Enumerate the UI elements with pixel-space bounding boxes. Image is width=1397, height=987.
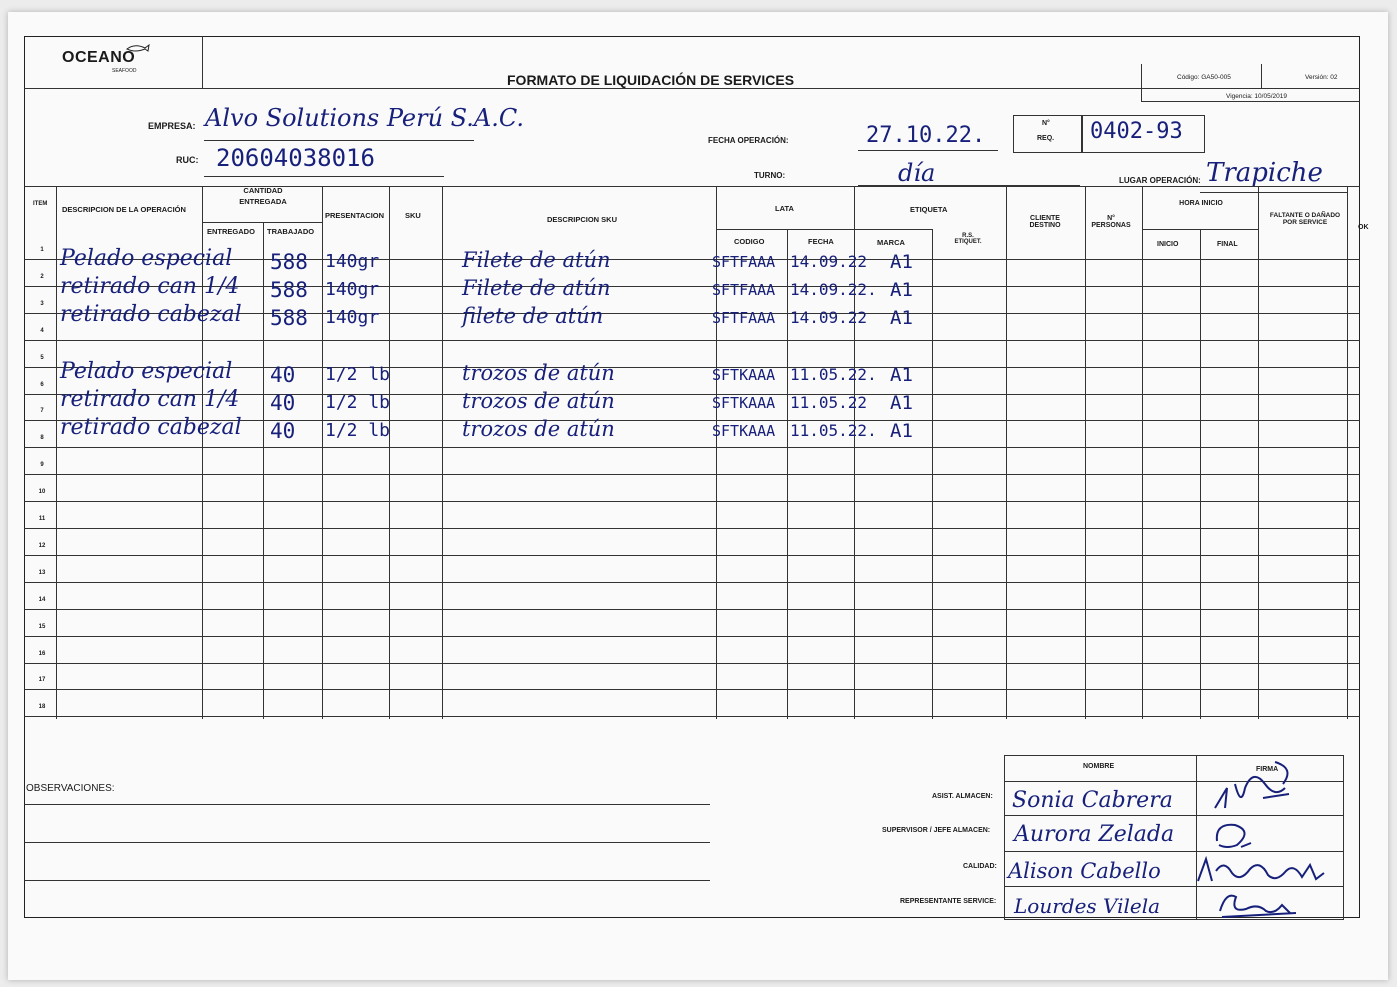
- row-number: 7: [40, 408, 44, 414]
- grid-line: [263, 222, 264, 719]
- row-descripcion-sku: Filete de atún: [462, 248, 611, 272]
- nombre-header: NOMBRE: [1083, 763, 1115, 770]
- logo-subtext: SEAFOOD: [112, 68, 137, 74]
- ruc-value: 20604038016: [216, 144, 375, 172]
- representante-name: Lourdes Vilela: [1014, 894, 1161, 918]
- empresa-value: Alvo Solutions Perú S.A.C.: [205, 104, 524, 132]
- row-number: 2: [40, 274, 44, 280]
- row-line: [24, 340, 1360, 341]
- row-number: 15: [38, 624, 46, 630]
- col-cantidad: CANTIDAD ENTREGADA: [239, 186, 287, 206]
- row-line: [24, 528, 1360, 529]
- row-number: 3: [40, 301, 44, 307]
- row-fecha: 11.05.22.: [790, 365, 877, 384]
- row-number: 18: [38, 704, 46, 710]
- logo-text: OCEANO: [62, 49, 136, 66]
- row-descripcion-sku: filete de atún: [462, 304, 604, 328]
- underline: [204, 176, 444, 177]
- table-top-line: [24, 186, 1360, 187]
- col-descripcion-sku: DESCRIPCION SKU: [547, 215, 618, 224]
- row-descripcion-sku: trozos de atún: [462, 417, 615, 441]
- row-marca: A1: [890, 251, 913, 273]
- row-descripcion-sku: trozos de atún: [462, 361, 615, 385]
- row-descripcion-sku: trozos de atún: [462, 389, 615, 413]
- row-number: 11: [38, 516, 46, 522]
- asist-name: Sonia Cabrera: [1012, 788, 1173, 813]
- row-marca: A1: [890, 420, 913, 442]
- grid-line: [1004, 851, 1344, 852]
- fecha-operacion-value: 27.10.22.: [866, 123, 986, 148]
- observaciones-label: OBSERVACIONES:: [26, 783, 115, 794]
- row-entregado: 40: [270, 391, 296, 415]
- row-presentacion: 1/2 lb: [325, 392, 391, 413]
- divider: [202, 222, 322, 223]
- row-descripcion: Pelado especial: [60, 359, 233, 384]
- row-descripcion: Pelado especial: [60, 246, 233, 271]
- divider: [24, 88, 1360, 89]
- col-codigo: CODIGO: [734, 237, 765, 246]
- form-title: FORMATO DE LIQUIDACIÓN DE SERVICES: [507, 72, 795, 88]
- calidad-name: Alison Cabello: [1008, 859, 1161, 883]
- obs-line: [24, 880, 710, 881]
- row-number: 12: [38, 543, 46, 549]
- row-number: 17: [38, 677, 46, 683]
- underline: [1200, 192, 1348, 193]
- representante-label: REPRESENTANTE SERVICE:: [900, 898, 997, 905]
- form-version: Versión: 02: [1305, 74, 1338, 81]
- obs-line: [24, 804, 710, 805]
- fecha-operacion-label: FECHA OPERACIÓN:: [708, 136, 789, 145]
- row-line: [24, 582, 1360, 583]
- row-codigo: SFTFAAA: [712, 281, 776, 299]
- row-number: 8: [40, 435, 44, 441]
- signature-representante-icon: [1210, 887, 1310, 921]
- row-line: [24, 663, 1360, 664]
- firma-header: FIRMA: [1256, 766, 1279, 773]
- row-fecha: 11.05.22.: [790, 421, 877, 440]
- col-n-personas: N° PERSONAS: [1091, 215, 1131, 229]
- divider: [716, 229, 932, 230]
- ruc-label: RUC:: [176, 155, 199, 165]
- row-fecha: 14.09.22: [790, 308, 868, 327]
- signature-calidad-icon: [1190, 853, 1330, 887]
- row-entregado: 588: [270, 278, 308, 302]
- signature-supervisor-icon: [1205, 817, 1265, 851]
- col-trabajado: TRABAJADO: [267, 227, 315, 236]
- supervisor-label: SUPERVISOR / JEFE ALMACEN:: [882, 827, 991, 834]
- divider: [202, 36, 203, 88]
- grid-line: [1196, 755, 1197, 920]
- col-faltante: FALTANTE O DAÑADO POR SERVICE: [1269, 212, 1341, 226]
- row-entregado: 588: [270, 306, 308, 330]
- col-inicio: INICIO: [1157, 241, 1179, 248]
- empresa-label: EMPRESA:: [148, 121, 196, 131]
- col-fecha: FECHA: [808, 237, 834, 246]
- underline: [204, 140, 474, 141]
- row-codigo: SFTKAAA: [712, 394, 776, 412]
- col-ok: OK: [1358, 224, 1369, 231]
- row-codigo: SFTKAAA: [712, 422, 776, 440]
- row-codigo: SFTFAAA: [712, 309, 776, 327]
- row-line: [24, 447, 1360, 448]
- row-entregado: 40: [270, 419, 296, 443]
- col-item: ITEM: [33, 201, 48, 207]
- row-marca: A1: [890, 364, 913, 386]
- row-descripcion: retirado cabezal: [60, 415, 242, 440]
- asist-label: ASIST. ALMACEN:: [932, 793, 993, 800]
- signature-asist-icon: [1205, 758, 1295, 818]
- row-line: [24, 555, 1360, 556]
- row-presentacion: 140gr: [325, 279, 380, 300]
- row-entregado: 588: [270, 250, 308, 274]
- lugar-operacion-label: LUGAR OPERACIÓN:: [1119, 176, 1201, 185]
- row-number: 9: [40, 462, 44, 468]
- grid-line: [56, 186, 57, 719]
- row-number: 16: [38, 651, 46, 657]
- obs-line: [24, 842, 710, 843]
- row-number: 4: [40, 328, 44, 334]
- row-fecha: 14.09.22: [790, 252, 868, 271]
- row-line: [24, 636, 1360, 637]
- col-lata: LATA: [775, 204, 794, 213]
- row-presentacion: 140gr: [325, 307, 380, 328]
- row-line: [24, 609, 1360, 610]
- req-label: REQ.: [1037, 135, 1055, 142]
- row-line: [24, 501, 1360, 502]
- row-line: [24, 689, 1360, 690]
- row-number: 6: [40, 382, 44, 388]
- row-codigo: SFTFAAA: [712, 253, 776, 271]
- row-line: [24, 716, 1360, 717]
- col-final: FINAL: [1217, 241, 1238, 248]
- row-marca: A1: [890, 279, 913, 301]
- grid-line: [1085, 186, 1086, 719]
- row-presentacion: 1/2 lb: [325, 364, 391, 385]
- req-value: 0402-93: [1090, 119, 1183, 144]
- req-label-number: N°: [1042, 120, 1050, 127]
- lugar-operacion-value: Trapiche: [1206, 158, 1323, 188]
- row-marca: A1: [890, 307, 913, 329]
- row-entregado: 40: [270, 363, 296, 387]
- grid-line: [1006, 186, 1007, 719]
- supervisor-name: Aurora Zelada: [1014, 822, 1175, 847]
- divider: [1261, 64, 1262, 88]
- col-descripcion: DESCRIPCION DE LA OPERACIÓN: [62, 205, 186, 214]
- grid-line: [389, 186, 390, 719]
- turno-value: día: [898, 159, 936, 187]
- col-marca: MARCA: [877, 238, 905, 247]
- grid-line: [322, 186, 323, 719]
- calidad-label: CALIDAD:: [963, 863, 997, 870]
- row-number: 5: [40, 355, 44, 361]
- underline: [858, 150, 998, 151]
- grid-line: [1258, 186, 1259, 719]
- row-number: 10: [38, 489, 46, 495]
- row-number: 1: [40, 247, 44, 253]
- grid-line: [1142, 186, 1143, 719]
- col-rs-etiquet: R.S. ETIQUET.: [954, 233, 982, 245]
- form-validity: Vigencia: 10/05/2019: [1226, 93, 1287, 100]
- col-etiqueta: ETIQUETA: [910, 205, 948, 214]
- row-fecha: 11.05.22: [790, 393, 868, 412]
- row-presentacion: 1/2 lb: [325, 420, 391, 441]
- col-presentacion: PRESENTACION: [325, 211, 385, 220]
- row-codigo: SFTKAAA: [712, 366, 776, 384]
- row-marca: A1: [890, 392, 913, 414]
- row-fecha: 14.09.22.: [790, 280, 877, 299]
- row-number: 14: [38, 597, 46, 603]
- row-line: [24, 474, 1360, 475]
- row-descripcion: retirado can 1/4: [60, 274, 240, 299]
- fish-logo-icon: [125, 43, 151, 53]
- row-descripcion: retirado can 1/4: [60, 387, 240, 412]
- col-sku: SKU: [405, 211, 421, 220]
- form-code: Código: GA50-005: [1177, 74, 1231, 81]
- grid-line: [442, 186, 443, 719]
- divider: [1141, 101, 1360, 102]
- grid-line: [1347, 186, 1348, 719]
- divider: [1141, 64, 1142, 102]
- row-descripcion-sku: Filete de atún: [462, 276, 611, 300]
- col-entregado: ENTREGADO: [207, 227, 255, 236]
- col-hora-inicio: HORA INICIO: [1179, 200, 1223, 207]
- turno-label: TURNO:: [754, 171, 786, 180]
- row-number: 13: [38, 570, 46, 576]
- row-presentacion: 140gr: [325, 251, 380, 272]
- row-descripcion: retirado cabezal: [60, 302, 242, 327]
- col-cliente-destino: CLIENTE DESTINO: [1029, 215, 1061, 229]
